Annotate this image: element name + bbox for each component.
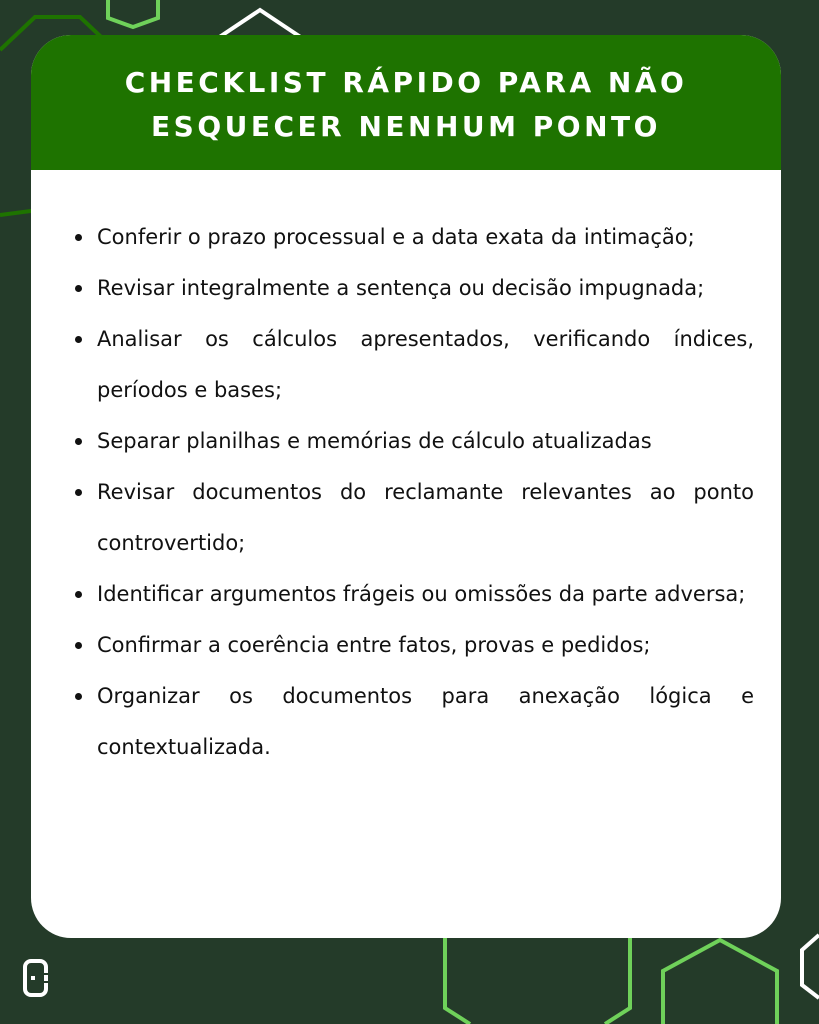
checklist-card (31, 35, 781, 938)
list-item: Revisar integralmente a sentença ou decisão impugnada; (97, 263, 754, 314)
title-line-1: CHECKLIST RÁPIDO PARA NÃO (124, 65, 688, 99)
hexagon-outline (802, 935, 819, 998)
hexagon-outline (663, 940, 777, 1024)
card-header (31, 35, 781, 170)
page-title (125, 57, 688, 149)
list-item: Confirmar a coerência entre fatos, provas e pedidos; (97, 620, 754, 671)
hexagon-outline (108, 0, 158, 27)
list-item: Analisar os cálculos apresentados, verificando índices, períodos e bases; (97, 314, 754, 416)
list-item: Organizar os documentos para anexação lógica e contextualizada. (97, 671, 754, 773)
list-item: Conferir o prazo processual e a data exata da intimação; (97, 212, 754, 263)
checklist (31, 170, 781, 773)
list-item: Revisar documentos do reclamante relevantes ao ponto controvertido; (97, 467, 754, 569)
title-line-2: ESQUECER NENHUM PONTO (151, 109, 661, 143)
list-item: Separar planilhas e memórias de cálculo atualizadas (97, 416, 754, 467)
hexagon-outline (605, 938, 630, 1024)
brand-logo-icon (22, 958, 49, 998)
list-item: Identificar argumentos frágeis ou omissões da parte adversa; (97, 569, 754, 620)
hexagon-outline (445, 938, 470, 1024)
